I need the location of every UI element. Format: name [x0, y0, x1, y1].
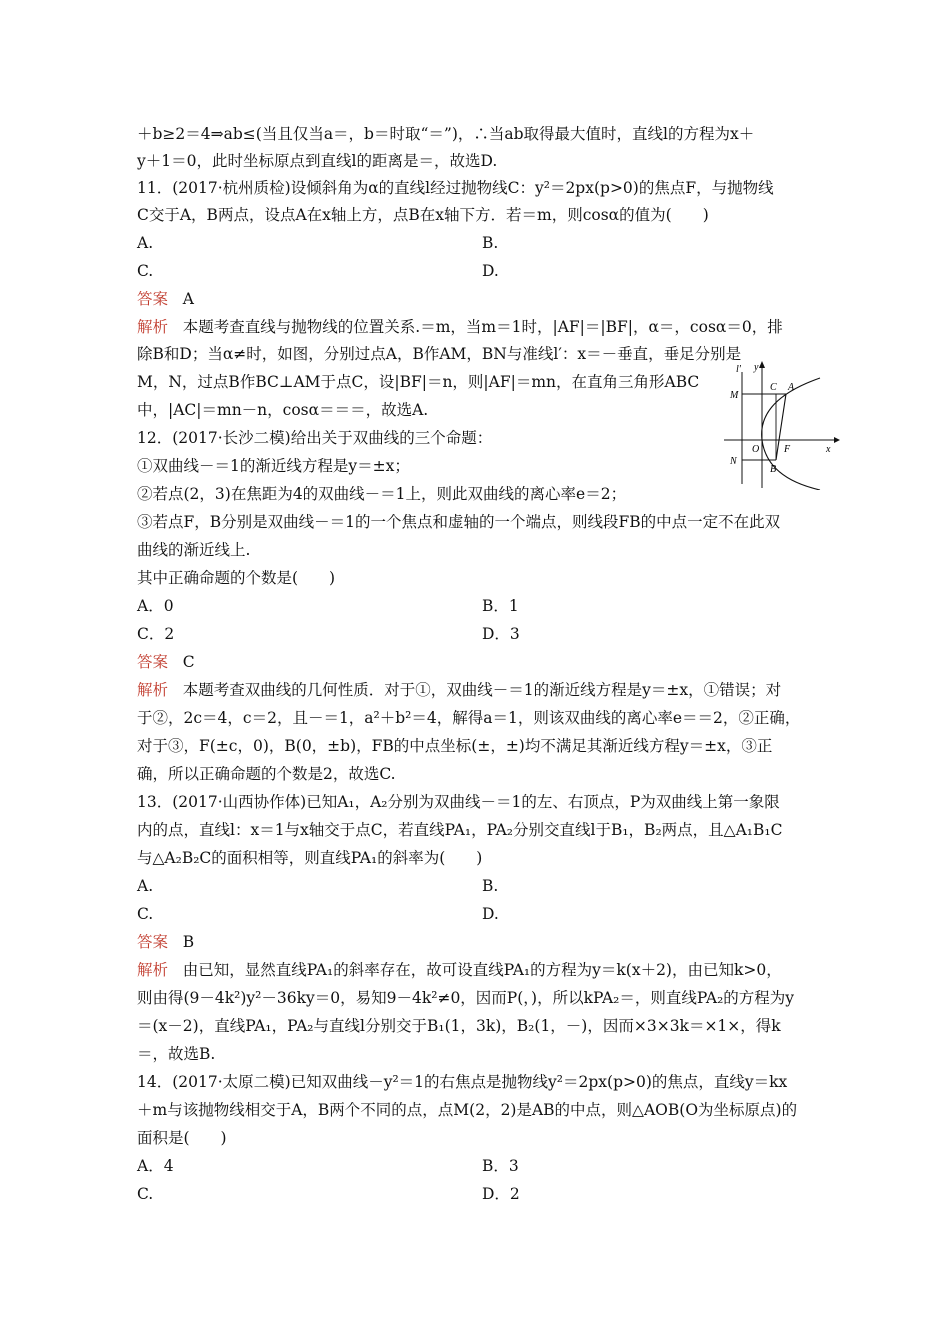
analysis-text: 本题考查直线与抛物线的位置关系.＝m，当m＝1时，|AF|＝|BF|，α＝，cosα＝0，排: [182, 318, 783, 336]
analysis-12: 对于③，F(±c，0)，B(0，±b)，FB的中点坐标(±，±)均不满足其渐近线方程y＝±x，③正: [137, 737, 773, 755]
question-12-stem: ②若点(2，3)在焦距为4的双曲线－＝1上，则此双曲线的离心率e＝2；: [137, 485, 627, 503]
answer-value: A: [182, 290, 194, 308]
label-o: O: [752, 444, 760, 455]
analysis-13: [137, 960, 782, 980]
answer-label: 答案: [137, 653, 169, 671]
question-14-stem: 14．(2017·太原二模)已知双曲线－y²＝1的右焦点是抛物线y²＝2px(p>0)的焦点，直线y＝kx: [137, 1073, 788, 1091]
label-y: y: [754, 362, 759, 373]
analysis-12: [137, 680, 781, 700]
analysis-11: [137, 317, 783, 337]
label-n: N: [730, 456, 737, 467]
answer-value: B: [182, 933, 195, 951]
analysis-11: M，N，过点B作BC⊥AM于点C，设|BF|＝n，则|AF|＝mn，在直角三角形ABC: [137, 373, 700, 391]
option-d: D．2: [482, 1185, 520, 1203]
label-a: A: [788, 382, 795, 393]
question-13-stem: 13．(2017·山西协作体)已知A₁，A₂分别为双曲线－＝1的左、右顶点，P为双曲线上第一象限: [137, 793, 780, 811]
analysis-label: 解析: [137, 681, 169, 699]
analysis-label: 解析: [137, 961, 169, 979]
option-d: D．3: [482, 625, 520, 643]
label-m: M: [730, 390, 739, 401]
option-b: B．1: [482, 597, 519, 615]
option-a: A.: [137, 234, 154, 252]
question-11-stem: 11．(2017·杭州质检)设倾斜角为α的直线l经过抛物线C：y²＝2px(p>0)的焦点F，与抛物线: [137, 179, 774, 197]
option-c: C．2: [137, 625, 175, 643]
question-13-stem: 内的点，直线l：x＝1与x轴交于点C，若直线PA₁，PA₂分别交直线l于B₁，B₂两点，且△A₁B₁C: [137, 821, 783, 839]
label-b: B: [770, 464, 777, 475]
question-13-stem: 与△A₂B₂C的面积相等，则直线PA₁的斜率为( ): [137, 849, 483, 867]
option-b: B.: [482, 877, 499, 895]
option-b: B．3: [482, 1157, 519, 1175]
answer-13: [137, 932, 194, 952]
label-f: F: [784, 444, 791, 455]
analysis-13: 则由得(9－4k²)y²－36ky＝0，易知9－4k²≠0，因而P(，)，所以kPA₂＝，则直线PA₂的方程为y: [137, 989, 795, 1007]
parabola-figure: [722, 360, 840, 490]
option-d: D.: [482, 905, 499, 923]
label-directrix: l′: [736, 364, 741, 375]
analysis-label: 解析: [137, 318, 169, 336]
question-11-stem: C交于A，B两点，设点A在x轴上方，点B在x轴下方．若＝m，则cosα的值为( ): [137, 206, 709, 224]
question-12-stem: ①双曲线－＝1的渐近线方程是y＝±x；: [137, 457, 410, 475]
analysis-text: 本题考查双曲线的几何性质．对于①，双曲线－＝1的渐近线方程是y＝±x，①错误；对: [182, 681, 782, 699]
answer-label: 答案: [137, 290, 169, 308]
option-c: C.: [137, 1185, 154, 1203]
question-12-stem: 12．(2017·长沙二模)给出关于双曲线的三个命题：: [137, 429, 493, 447]
option-c: C.: [137, 262, 154, 280]
label-c: C: [770, 382, 777, 393]
question-12-stem: ③若点F，B分别是双曲线－＝1的一个焦点和虚轴的一个端点，则线段FB的中点一定不在此双: [137, 513, 781, 531]
analysis-12: 确，所以正确命题的个数是2，故选C.: [137, 765, 396, 783]
answer-label: 答案: [137, 933, 169, 951]
option-c: C.: [137, 905, 154, 923]
option-d: D.: [482, 262, 499, 280]
question-14-stem: 面积是( ): [137, 1129, 227, 1147]
option-a: A．4: [137, 1157, 174, 1175]
analysis-11: 除B和D；当α≠时，如图，分别过点A，B作AM，BN与准线l′：x＝－垂直，垂足分别是: [137, 345, 742, 363]
analysis-12: 于②，2c＝4，c＝2，且－＝1，a²＋b²＝4，解得a＝1，则该双曲线的离心率e＝＝2，②正确，: [137, 709, 801, 727]
option-a: A.: [137, 877, 154, 895]
analysis-13: ＝，故选B.: [137, 1045, 216, 1063]
option-a: A．0: [137, 597, 174, 615]
text-line: y＋1＝0，此时坐标原点到直线l的距离是＝，故选D.: [137, 152, 498, 170]
answer-12: [137, 652, 195, 672]
answer-11: [137, 289, 194, 309]
question-12-stem: 其中正确命题的个数是( ): [137, 569, 336, 587]
analysis-11: 中，|AC|＝mn－n，cosα＝＝＝，故选A.: [137, 401, 429, 419]
option-b: B.: [482, 234, 499, 252]
answer-value: C: [182, 653, 195, 671]
text-line: ＋b≥2＝4⇒ab≤(当且仅当a＝，b＝时取“＝”)，∴当ab取得最大值时，直线l的方程为x＋: [137, 125, 755, 143]
analysis-text: 由已知，显然直线PA₁的斜率存在，故可设直线PA₁的方程为y＝k(x＋2)，由已知k>0，: [182, 961, 782, 979]
question-14-stem: ＋m与该抛物线相交于A，B两个不同的点，点M(2，2)是AB的中点，则△AOB(O为坐标原点)的: [137, 1101, 798, 1119]
question-12-stem: 曲线的渐近线上.: [137, 541, 251, 559]
analysis-13: ＝(x－2)，直线PA₁，PA₂与直线l分别交于B₁(1，3k)，B₂(1，－)，因而×3×3k＝×1×，得k: [137, 1017, 781, 1035]
label-x: x: [826, 444, 831, 455]
